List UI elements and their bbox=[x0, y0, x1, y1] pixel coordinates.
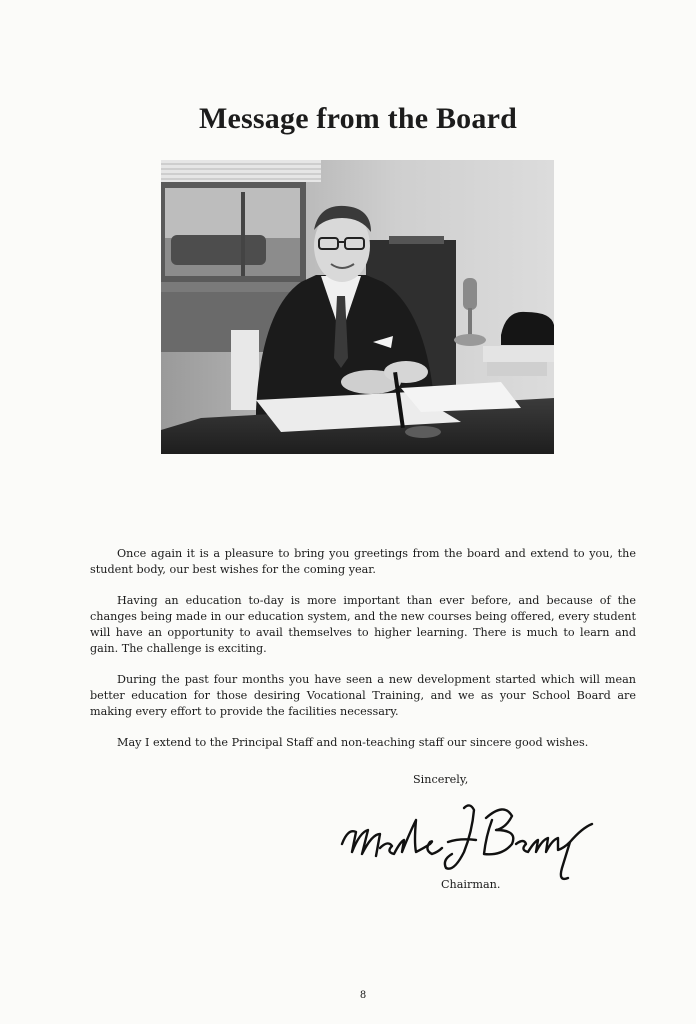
page-title: Message from the Board bbox=[199, 102, 517, 136]
board-chairman-photo bbox=[161, 160, 554, 454]
portrait-photo-icon bbox=[161, 160, 554, 454]
paragraph-education: Having an education to-day is more important than ever before, and because of the changes being made in our education system, and the new courses being offered, every student will have an opportunity to avail themselves to higher learning. There is much to learn and gain. The challenge is exciting. bbox=[90, 594, 636, 655]
paragraph-development: During the past four months you have seen a new development started which will mean better education for those desiring Vocational Training, and we as your School Board are making every effort to provide the facilities necessary. bbox=[90, 673, 636, 718]
paragraph-greeting: Once again it is a pleasure to bring you greetings from the board and extend to you, the student body, our best wishes for the coming year. bbox=[90, 547, 636, 576]
message-body bbox=[90, 546, 636, 766]
closing-salutation: Sincerely, bbox=[413, 773, 469, 786]
paragraph-wishes: May I extend to the Principal Staff and non-teaching staff our sincere good wishes. bbox=[117, 736, 589, 749]
page-number: 8 bbox=[359, 990, 367, 1001]
signer-title: Chairman. bbox=[441, 878, 501, 891]
signature-icon bbox=[336, 798, 610, 886]
